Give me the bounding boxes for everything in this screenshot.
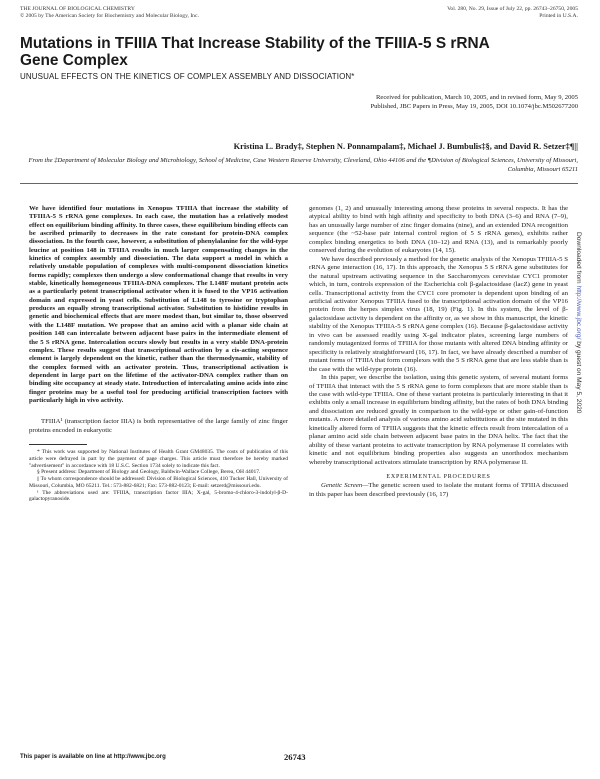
page-number: 26743 [284, 752, 306, 762]
published-line: Published, JBC Papers in Press, May 19, 2005, DOI 10.1074/jbc.M502677200 [370, 103, 578, 110]
article-subtitle: UNUSUAL EFFECTS ON THE KINETICS OF COMPLEX ASSEMBLY AND DISSOCIATION* [20, 72, 355, 81]
journal-name: THE JOURNAL OF BIOLOGICAL CHEMISTRY [20, 6, 135, 12]
abstract: We have identified four mutations in Xenopus TFIIIA that increase the stability of TFIIIA-5 S rRNA gene complexes. In each case, the mutation has a relatively modest effect on equilibrium binding affinity. In three cases, these equilibrium binding effects can be ascribed primarily to decreases in the rate constant for protein-DNA complex dissociation. In the fourth case, however, a substitution of phenylalanine for the wild-type leucine at position 148 in TFIIIA results in much larger compensating changes in the kinetics of complex assembly and dissociation. The data support a model in which a relatively unstable population of complexes with multi-component dissociation kinetics forms rapidly; complexes then undergo a slow conformational change that results in very stable, kinetically homogeneous TFIIIA-DNA complexes. The L148F mutant protein acts as a particularly potent transcriptional activator when it is fused to the VP16 activation domain and expressed in yeast cells. Substitution of L148 to tyrosine or tryptophan produces an equally strong transcriptional activator. Substitution to histidine results in genetic and biochemical effects that are more modest than, but similar to, those observed with the L148F mutation. We propose that an amino acid with a planar side chain at position 148 can intercalate between adjacent base pairs in the intermediate element of the 5 S rRNA gene. Intercalation occurs slowly but results in a very stable DNA-protein complex. These results suggest that transcriptional activation by a cis-acting sequence element is largely dependent on the kinetic, rather than the thermodynamic, stability of the complex formed with an activator protein. Thus, transcriptional activation is dependent in large part on the lifetime of the activator-DNA complex rather than on binding site occupancy at steady state. Introduction of intercalating amino acids into zinc finger proteins may be a useful tool for producing artificial transcription factors with particularly high in vivo activity. [29, 205, 288, 404]
sidebar-link[interactable]: http://www.jbc.org/ [575, 285, 582, 340]
printed-line: Printed in U.S.A. [539, 13, 578, 19]
sidebar-prefix: Downloaded from [575, 232, 582, 284]
intro-paragraph: TFIIIA¹ (transcription factor IIIA) is both representative of the large family of zinc finger proteins encoded in eukaryotic [29, 418, 288, 434]
header-divider [20, 183, 578, 184]
sidebar-suffix: by guest on May 5, 2020 [575, 341, 582, 414]
footnote-present-address: § Present address: Department of Biology and Geology, Baldwin-Wallace College, Berea, OH 44017. [37, 469, 261, 476]
issue-header [447, 6, 578, 20]
received-dates [370, 93, 578, 111]
body-paragraph-1: genomes (1, 2) and unusually interesting among these proteins in several respects. It has the atypical ability to bind with high affinity and specificity to both DNA (3–6) and RNA (7–9), has an unusually large number of zinc finger domains (nine), and an extended DNA recognition sequence (the ~52-base pair internal control region of 5 S rRNA genes), exhibits rather complex binding energetics to both DNA (10–12) and RNA (13), and is remarkably poorly conserved during the evolution of eukaryotes (14, 15). [309, 205, 568, 255]
journal-header [20, 6, 199, 20]
download-sidebar [575, 232, 582, 413]
copyright-line: © 2005 by The American Society for Biochemistry and Molecular Biology, Inc. [20, 13, 199, 19]
footnote-funding: * This work was supported by National Institutes of Health Grant GM48035. The costs of publication of this article were defrayed in part by the payment of page charges. This article must therefore be hereby marked "advertisement" in accordance with 18 U.S.C. Section 1734 solely to indicate this fact. [29, 449, 288, 469]
footnote-abbreviations: ¹ The abbreviations used are: TFIIIA, transcription factor IIIA; X-gal, 5-bromo-4-chloro-3-indolyl-β-D-galactopyranoside. [29, 489, 288, 503]
article-title: Mutations in TFIIIA That Increase Stability of the TFIIIA-5 S rRNA Gene Complex [20, 35, 490, 69]
received-line: Received for publication, March 10, 2005, and in revised form, May 9, 2005 [376, 94, 578, 101]
footnote-divider [29, 444, 87, 445]
section-text: The genetic screen used to isolate the mutant forms of TFIIIA discussed in this paper has been described previously (16, 17) [309, 482, 569, 498]
body-paragraph-3: In this paper, we describe the isolation, using this genetic system, of several mutant forms of TFIIIA that interact with the 5 S rRNA gene to form complexes that are more stable than is the case with wild-type TFIIIA. One of these variant proteins is particularly interesting in that it exhibits only a small increase in equilibrium binding affinity, but the rates of both DNA binding and dissociation are reduced greatly in comparison to the wild-type or other gain-of-function mutants. A more detailed analysis of various amino acid substitutions at the site mutated in this kinetically altered form of TFIIIA suggests that the kinetic effects result from intercalation of a planar amino acid side chain between adjacent base pairs in the DNA helix. The fact that the ability of these variant proteins to activate transcription by RNA polymerase II correlates with kinetic and not equilibrium binding properties also suggests an unorthodox mechanism whereby transcriptional activators stimulate transcription by RNA polymerase II. [309, 374, 568, 466]
body-paragraph-2: We have described previously a method for the genetic analysis of the Xenopus TFIIIA-5 S rRNA gene interaction (16, 17). In this approach, the Xenopus 5 S rRNA gene substitutes for the natural upstream activating sequence in the Saccharomyces cerevisiae CYC1 promoter which, in turn, controls expression of the Escherichia coli β-galactosidase (lacZ) gene in yeast cells. Transcriptional activity from the CYC1 core promoter is dependent upon binding of an artificial activator Xenopus TFIIIA fused to the transcriptional activation domain of the VP16 protein from the herpes simplex virus (18, 19) (Fig. 1). In this system, the level of β-galactosidase activity is dependent on the affinity or, as we show in this manuscript, the kinetic stability of the Xenopus TFIIIA-5 S rRNA gene complex (16). Because β-galactosidase activity in vivo can be assessed readily using X-gal indicator plates, screening large numbers of randomly mutagenized forms of TFIIIA for those mutants with altered DNA binding affinity or specificity is relatively straightforward (16, 17). In fact, we have already described a number of mutant forms of TFIIIA that form complexes with the 5 S rRNA gene that are less stable than is the case with the wild-type protein (16). [309, 255, 568, 373]
affiliation: From the ‡Department of Molecular Biology and Microbiology, School of Medicine, Case Western Reserve University, Cleveland, Ohio 44106 and the ¶Division of Biological Sciences, University of Missouri, Columbia, Missouri 65211 [28, 157, 578, 173]
left-column [29, 205, 288, 503]
section-lead: Genetic Screen— [321, 482, 369, 490]
online-availability: This paper is available on line at http://www.jbc.org [20, 754, 166, 760]
volume-line: Vol. 280, No. 29, Issue of July 22, pp. 26743–26750, 2005 [447, 6, 578, 12]
author-list: Kristina L. Brady‡, Stephen N. Ponnampalam‡, Michael J. Bumbulis‡§, and David R. Setzer‡¶|| [233, 142, 578, 151]
footnote-correspondence: || To whom correspondence should be addressed: Division of Biological Sciences, 410 Tucker Hall, University of Missouri, Columbia, MO 65211. Tel.: 573-882-6821; Fax: 573-882-0123; E-mail: setzerd@missouri.edu. [29, 476, 288, 489]
section-heading: EXPERIMENTAL PROCEDURES [386, 474, 491, 481]
right-column [309, 205, 568, 499]
section-paragraph [309, 482, 568, 499]
